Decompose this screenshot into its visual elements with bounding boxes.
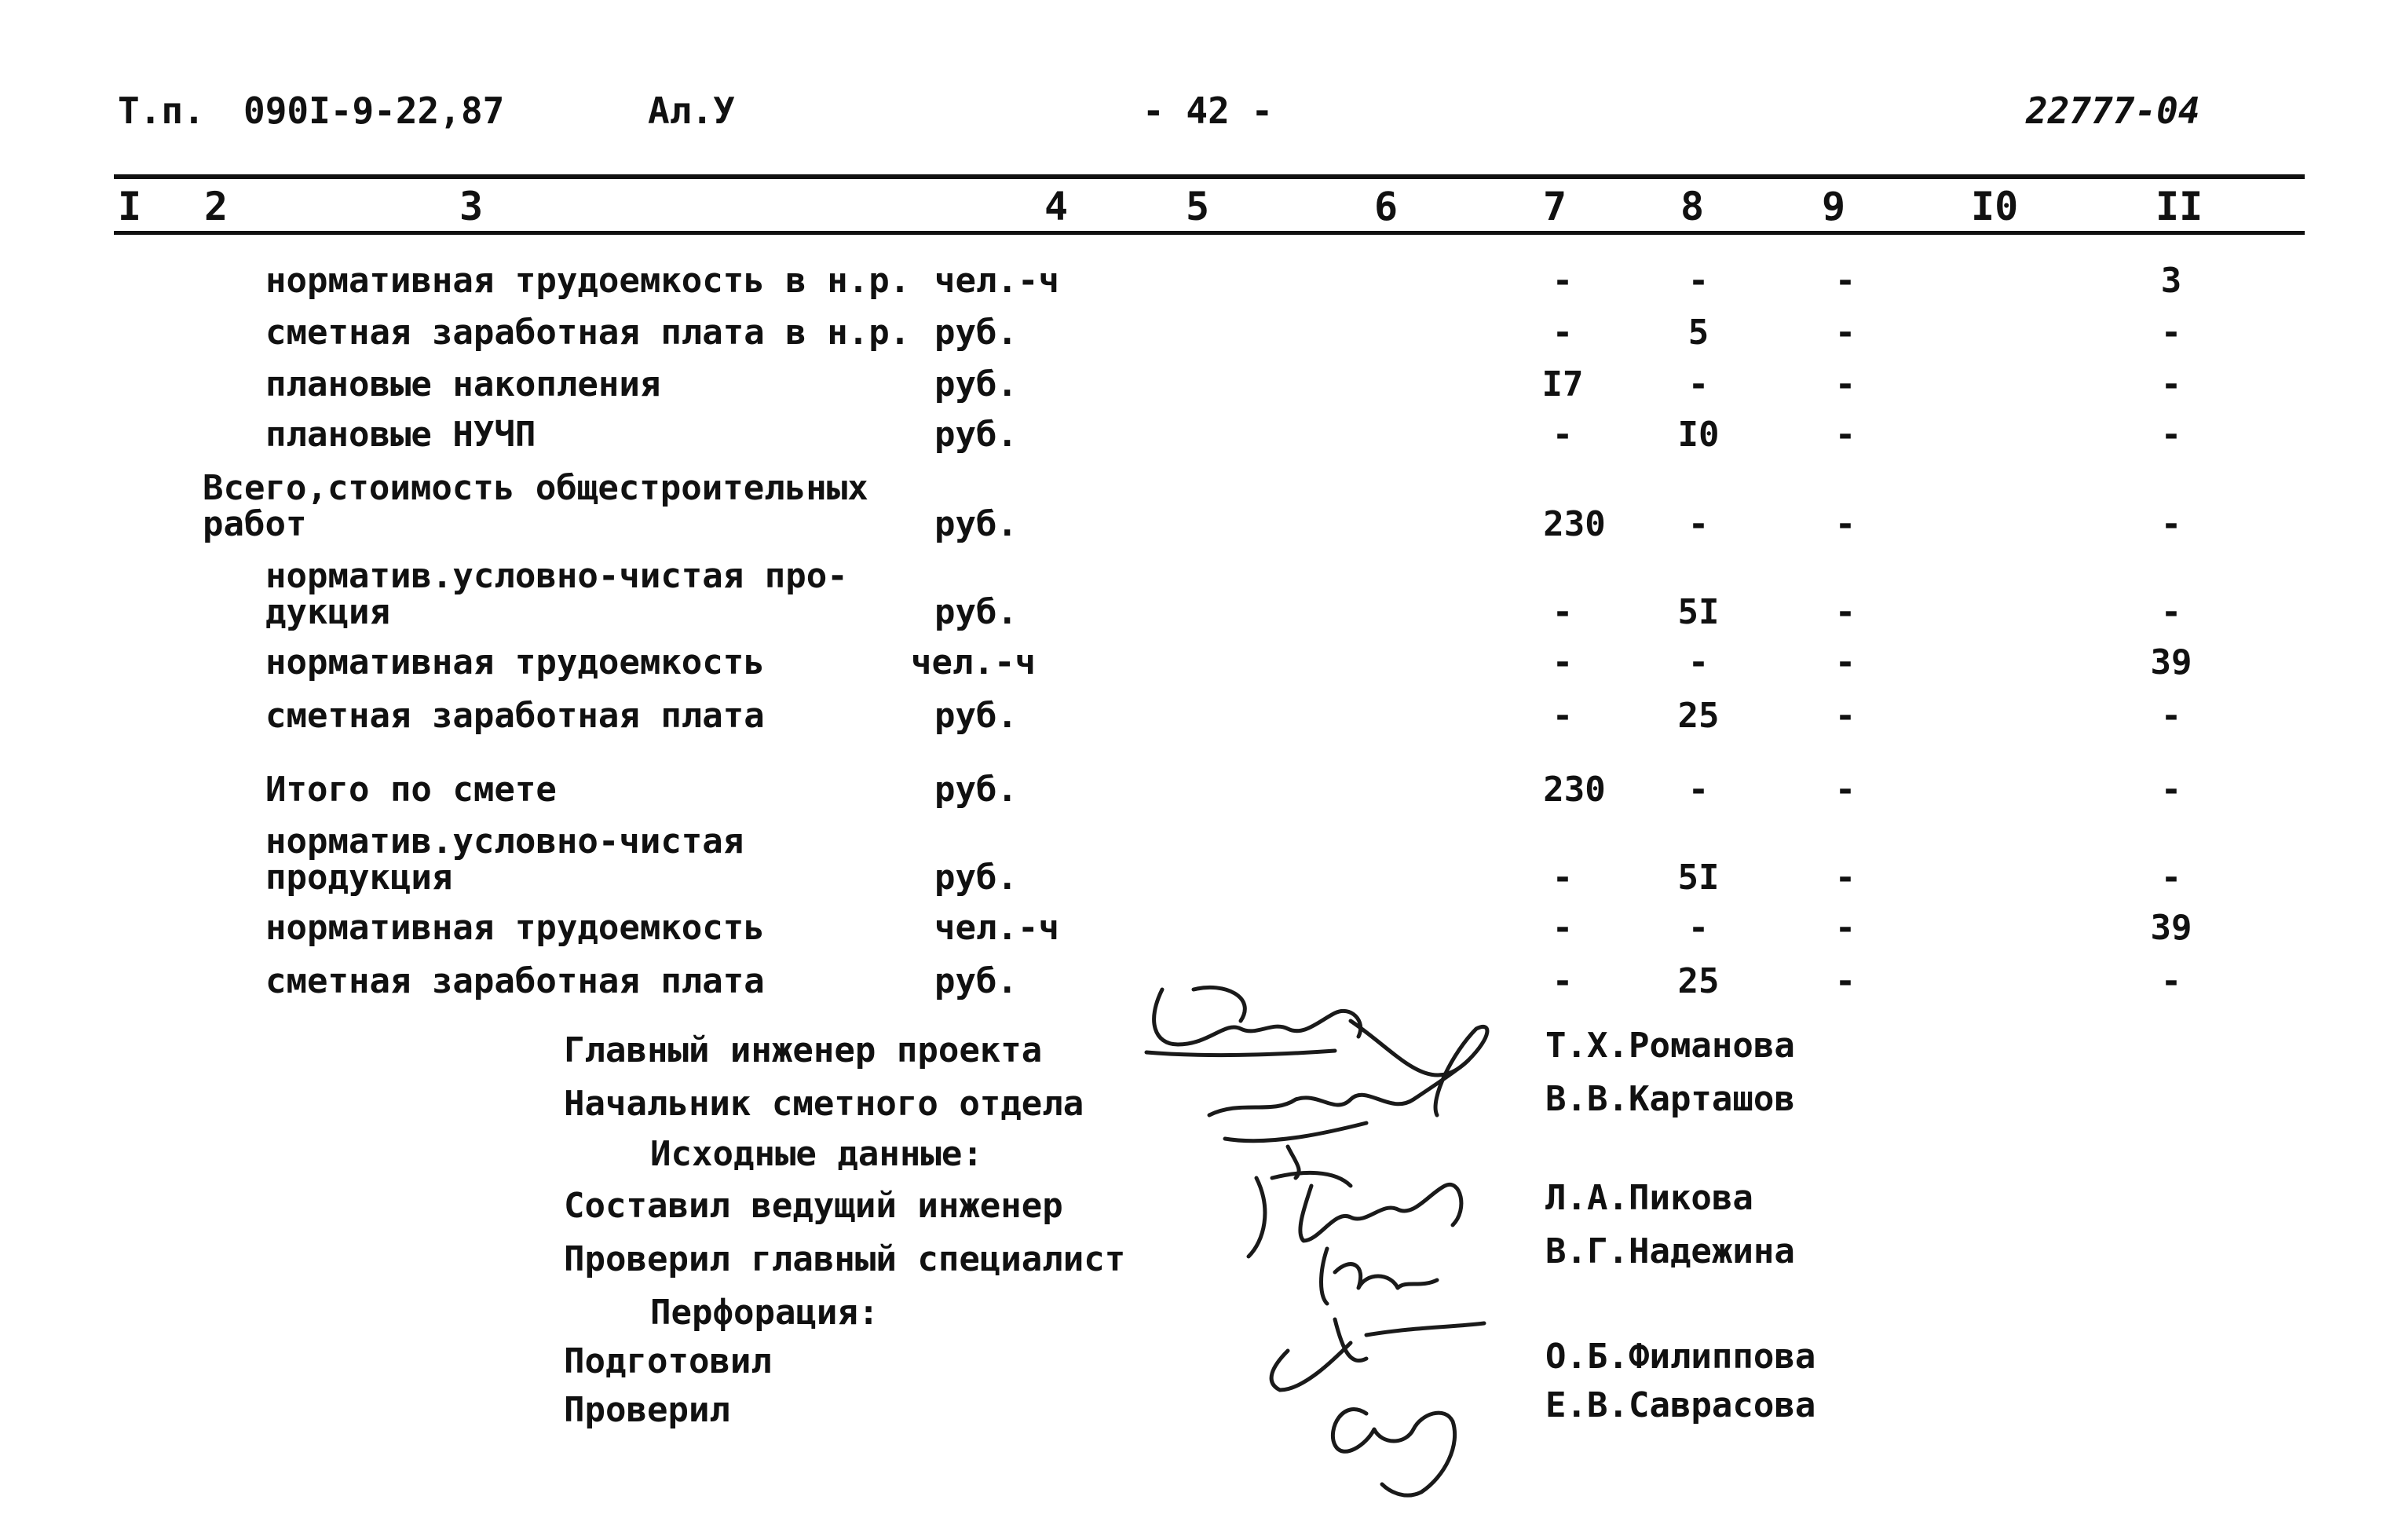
row-label: плановые накопления	[265, 364, 661, 404]
cell-col8: 5I	[1677, 592, 1720, 632]
sig-name: В.Г.Надежина	[1545, 1231, 1795, 1271]
row-label: плановые НУЧП	[265, 415, 536, 455]
row-unit: руб.	[934, 415, 1018, 455]
doc-type: Т.п.	[118, 90, 205, 132]
col-9: 9	[1822, 184, 1846, 229]
col-3: 3	[459, 184, 484, 229]
cell-col9: -	[1834, 908, 1856, 948]
cell-col9: -	[1834, 696, 1856, 736]
cell-col7: -	[1552, 592, 1574, 632]
col-10: I0	[1971, 184, 2019, 229]
cell-col7: 230	[1543, 504, 1606, 544]
row-unit: чел.-ч	[911, 642, 1036, 682]
cell-col9: -	[1834, 261, 1856, 301]
row-unit: руб.	[934, 592, 1018, 632]
sig-role: Главный инженер проекта	[564, 1030, 1043, 1070]
cell-col7: -	[1552, 313, 1574, 353]
cell-col9: -	[1834, 415, 1856, 455]
signature-romanova	[1146, 987, 1361, 1055]
inventory-number: 22777-04	[2026, 90, 2200, 132]
col-4: 4	[1044, 184, 1069, 229]
row-label: норматив.условно-чистая про-	[265, 556, 848, 596]
row-unit: руб.	[934, 504, 1018, 544]
signature-pikova	[1249, 1172, 1461, 1257]
cell-col9: -	[1834, 642, 1856, 682]
signature-nadezhina	[1322, 1249, 1438, 1304]
sig-name: Л.А.Пикова	[1545, 1178, 1753, 1218]
col-7: 7	[1543, 184, 1567, 229]
cell-col7: 230	[1543, 770, 1606, 810]
cell-col11: -	[2160, 364, 2182, 404]
row-unit: чел.-ч	[934, 261, 1059, 301]
row-label: сметная заработная плата	[265, 961, 765, 1001]
sig-section-heading: Исходные данные:	[650, 1134, 983, 1174]
col-2: 2	[204, 184, 229, 229]
cell-col8: 5I	[1677, 858, 1720, 898]
row-label: норматив.условно-чистая	[265, 821, 744, 861]
cell-col11: -	[2160, 770, 2182, 810]
sig-role: Проверил главный специалист	[564, 1239, 1126, 1279]
row-label: сметная заработная плата	[265, 696, 765, 736]
sig-role: Начальник сметного отдела	[564, 1084, 1084, 1124]
column-header-rule	[114, 231, 2305, 235]
cell-col11: -	[2160, 592, 2182, 632]
cell-col11: 39	[2150, 642, 2192, 682]
row-label: Итого по смете	[265, 770, 557, 810]
row-label-cont: дукция	[265, 592, 390, 632]
col-1: I	[118, 184, 142, 229]
cell-col8: -	[1687, 504, 1709, 544]
sig-role: Подготовил	[564, 1341, 772, 1381]
cell-col9: -	[1834, 961, 1856, 1001]
cell-col9: -	[1834, 313, 1856, 353]
cell-col8: 25	[1677, 696, 1720, 736]
row-unit: руб.	[934, 770, 1018, 810]
cell-col7: I7	[1541, 364, 1584, 404]
sig-name: О.Б.Филиппова	[1545, 1337, 1816, 1377]
cell-col8: 25	[1677, 961, 1720, 1001]
cell-col11: -	[2160, 504, 2182, 544]
cell-col9: -	[1834, 364, 1856, 404]
top-rule	[114, 174, 2305, 179]
sig-name: В.В.Карташов	[1545, 1079, 1795, 1119]
row-unit: руб.	[934, 961, 1018, 1001]
cell-col9: -	[1834, 504, 1856, 544]
signature-romanova-tail	[1351, 1021, 1487, 1115]
cell-col7: -	[1552, 261, 1574, 301]
doc-number: 090I-9-22,87	[243, 90, 505, 132]
cell-col7: -	[1552, 961, 1574, 1001]
page-number: - 42 -	[1143, 90, 1274, 132]
cell-col7: -	[1552, 908, 1574, 948]
row-label: нормативная трудоемкость	[265, 642, 765, 682]
row-label-cont: продукция	[265, 858, 453, 898]
sig-role: Проверил	[564, 1390, 730, 1430]
col-8: 8	[1680, 184, 1705, 229]
cell-col8: I0	[1677, 415, 1720, 455]
row-unit: руб.	[934, 858, 1018, 898]
cell-col9: -	[1834, 592, 1856, 632]
cell-col7: -	[1552, 415, 1574, 455]
sig-name: Е.В.Саврасова	[1545, 1385, 1816, 1425]
cell-col8: -	[1687, 908, 1709, 948]
row-unit: руб.	[934, 696, 1018, 736]
cell-col11: -	[2160, 696, 2182, 736]
cell-col9: -	[1834, 770, 1856, 810]
cell-col11: -	[2160, 961, 2182, 1001]
row-unit: руб.	[934, 313, 1018, 353]
row-label-cont: работ	[203, 504, 307, 544]
sig-section-heading: Перфорация:	[650, 1293, 879, 1333]
col-11: II	[2155, 184, 2203, 229]
sig-role: Составил ведущий инженер	[564, 1186, 1063, 1226]
cell-col11: 3	[2160, 261, 2182, 301]
row-unit: руб.	[934, 364, 1018, 404]
cell-col7: -	[1552, 642, 1574, 682]
cell-col8: -	[1687, 642, 1709, 682]
col-6: 6	[1374, 184, 1399, 229]
cell-col8: -	[1687, 261, 1709, 301]
cell-col11: -	[2160, 415, 2182, 455]
cell-col8: 5	[1687, 313, 1709, 353]
cell-col7: -	[1552, 696, 1574, 736]
row-label: нормативная трудоемкость в н.р.	[265, 261, 911, 301]
cell-col11: -	[2160, 313, 2182, 353]
cell-col9: -	[1834, 858, 1856, 898]
cell-col8: -	[1687, 364, 1709, 404]
cell-col11: -	[2160, 858, 2182, 898]
signature-kartashov	[1209, 1060, 1468, 1178]
cell-col11: 39	[2150, 908, 2192, 948]
sig-name: Т.Х.Романова	[1545, 1026, 1795, 1066]
album-number: Ал.У	[648, 90, 735, 132]
col-5: 5	[1186, 184, 1210, 229]
cell-col8: -	[1687, 770, 1709, 810]
row-label: сметная заработная плата в н.р.	[265, 313, 911, 353]
cell-col7: -	[1552, 858, 1574, 898]
signature-savrasova	[1333, 1410, 1454, 1496]
row-unit: чел.-ч	[934, 908, 1059, 948]
row-label: Всего,стоимость общестроительных	[203, 468, 868, 508]
row-label: нормативная трудоемкость	[265, 908, 765, 948]
signature-filippova	[1271, 1319, 1484, 1390]
